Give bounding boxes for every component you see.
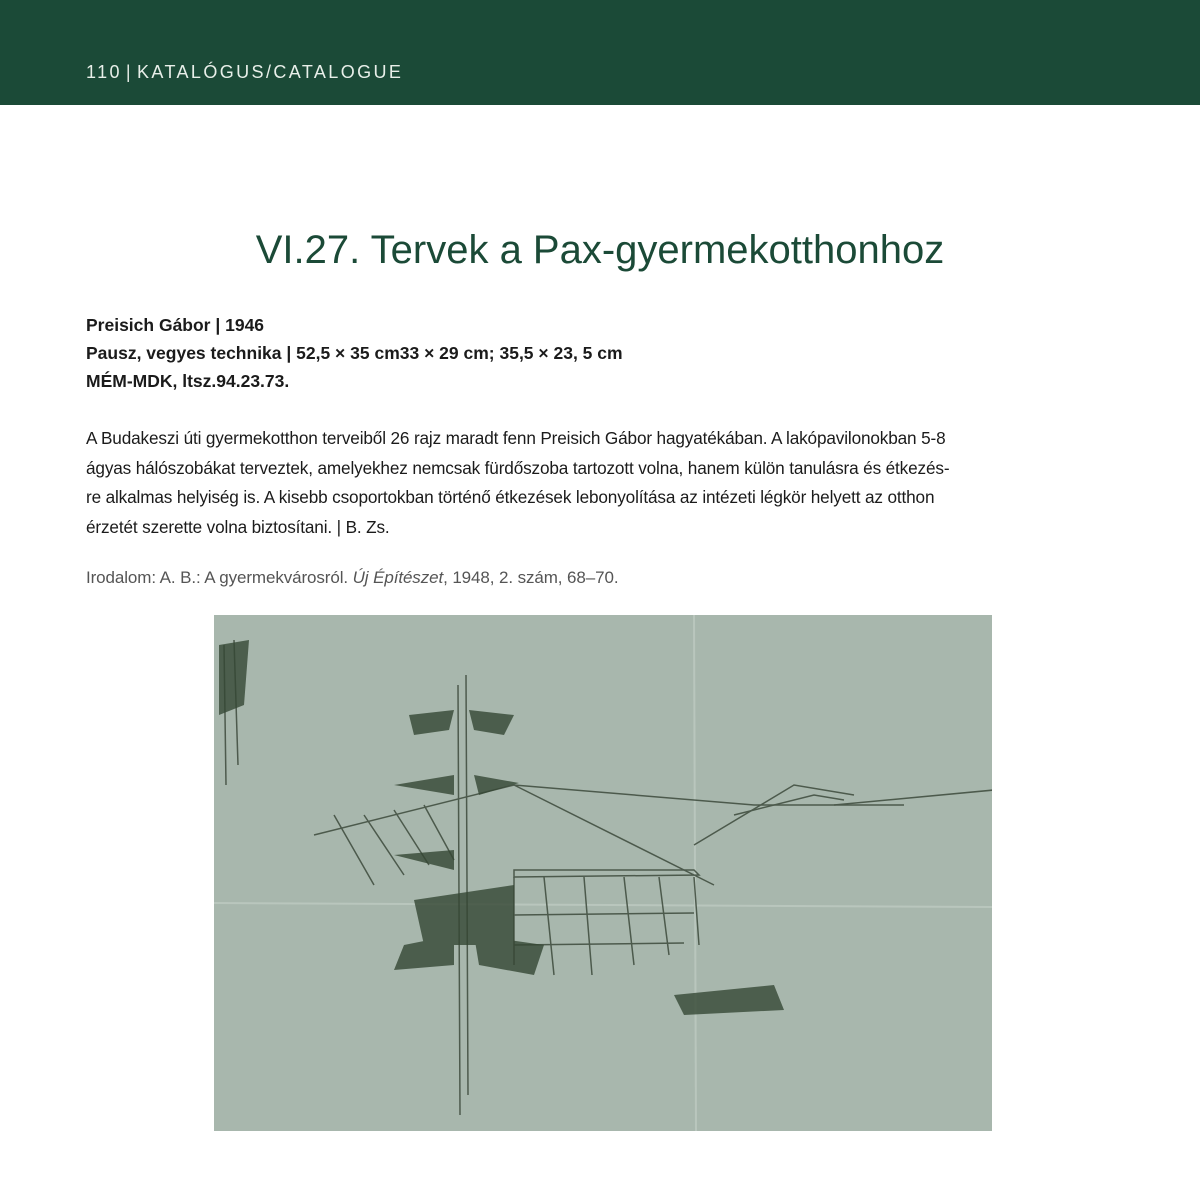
literature-prefix: Irodalom: A. B.: A gyermekvárosról.	[86, 568, 353, 587]
literature-suffix: , 1948, 2. szám, 68–70.	[443, 568, 619, 587]
page-title: VI.27. Tervek a Pax-gyermekotthonhoz	[255, 228, 945, 272]
sketch-image	[214, 615, 992, 1131]
literature-journal: Új Építészet	[352, 568, 444, 587]
inventory-number: MÉM-MDK, ltsz.94.23.73.	[86, 371, 290, 391]
description-line: érzetét szerette volna biztosítani. | B. Zs.	[86, 516, 390, 537]
description-line: ágyas hálószobákat terveztek, amelyekhez nemcsak fürdőszoba tartozott volna, hanem külön tanulásra és étkezés-	[86, 457, 950, 478]
literature-reference	[86, 568, 618, 588]
page-header	[0, 0, 1200, 105]
description-line: re alkalmas helyiség is. A kisebb csoportokban történő étkezések lebonyolítása az intézeti légkör helyett az otthon	[86, 487, 935, 507]
separator: |	[125, 62, 133, 82]
description-line: A Budakeszi úti gyermekotthon terveiből 26 rajz maradt fenn Preisich Gábor hagyatékában. A lakópavilonokban 5-8	[86, 428, 946, 448]
medium-dimensions: Pausz, vegyes technika | 52,5 × 35 cm33 × 29 cm; 35,5 × 23, 5 cm	[86, 343, 623, 363]
description	[86, 424, 949, 542]
author-year: Preisich Gábor | 1946	[86, 315, 265, 335]
section-label: KATALÓGUS/CATALOGUE	[136, 62, 404, 82]
page-number: 110	[86, 62, 122, 82]
running-head	[86, 62, 403, 83]
catalog-metadata	[86, 311, 623, 395]
